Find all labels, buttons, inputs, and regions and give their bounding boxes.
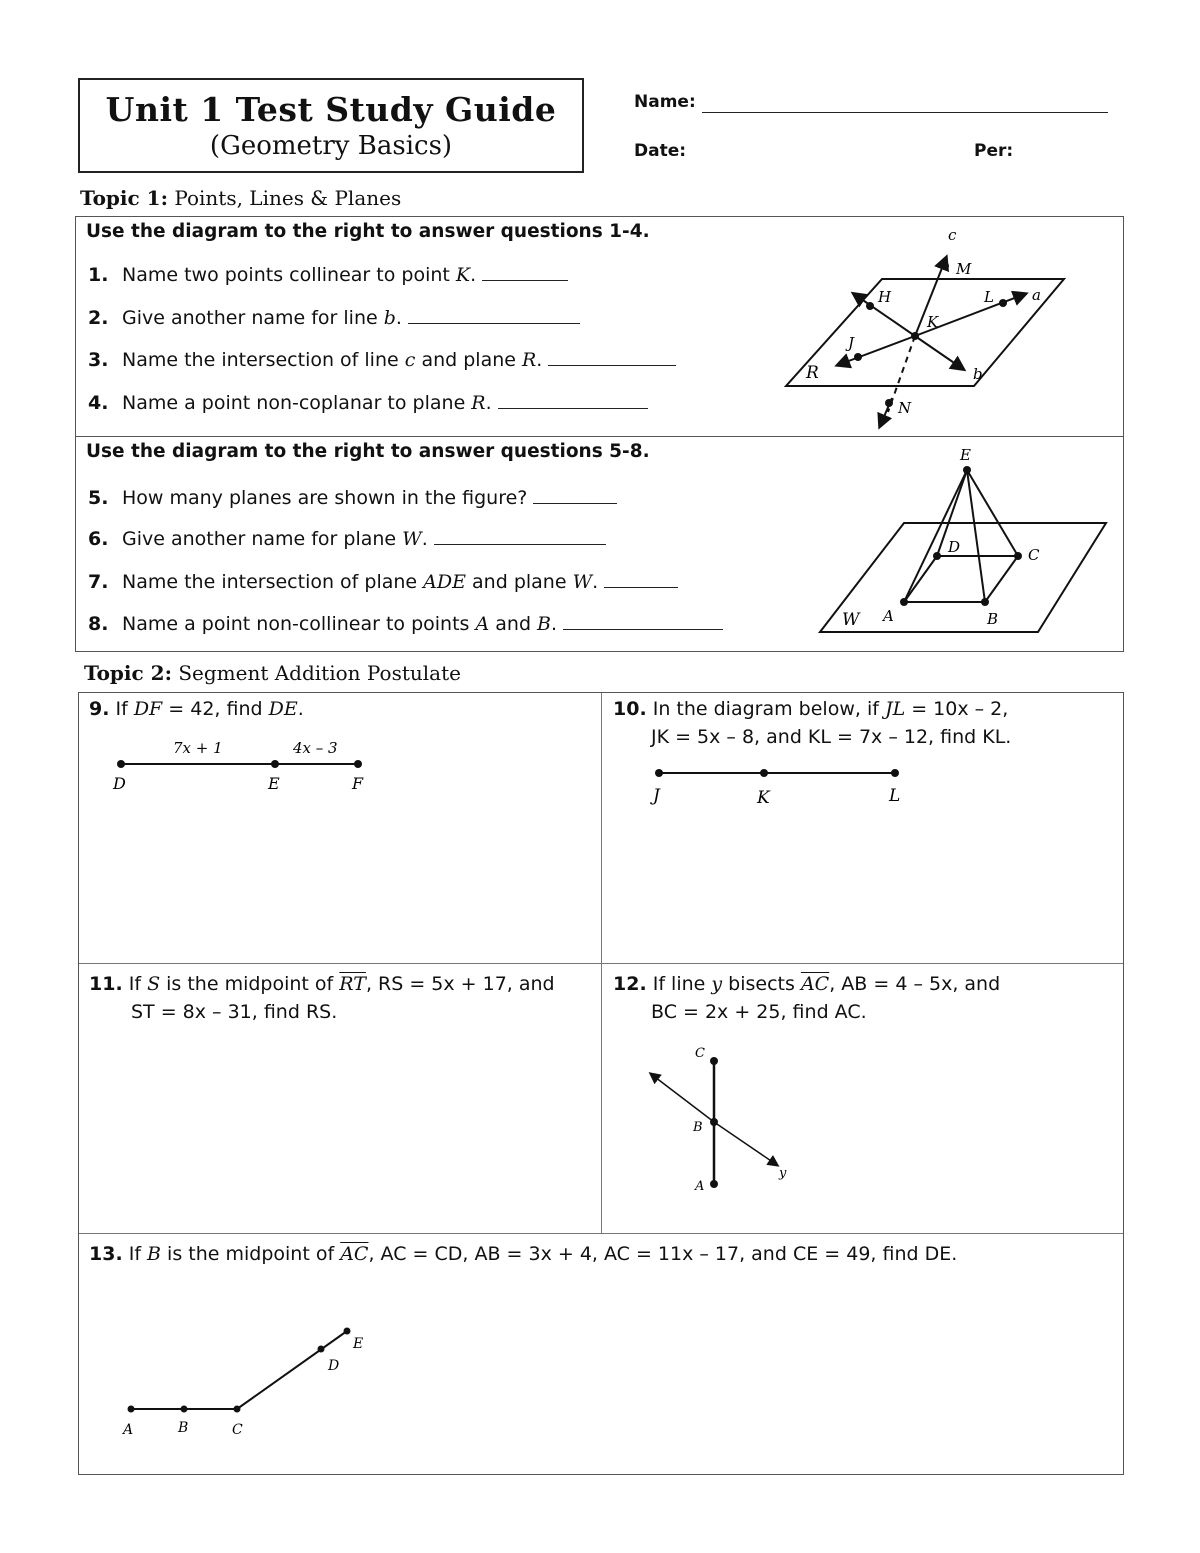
label-c: c	[948, 226, 957, 244]
title: Unit 1 Test Study Guide	[105, 90, 557, 129]
diagram-bisector	[639, 1041, 819, 1191]
topic1-heading	[80, 186, 401, 210]
question-4: 4. Name a point non-coplanar to plane R.	[88, 392, 648, 414]
answer-blank-1[interactable]	[482, 279, 568, 281]
question-7: 7. Name the intersection of plane ADE and plane W.	[88, 571, 678, 593]
point-h	[866, 302, 874, 310]
label-j: J	[653, 786, 660, 806]
point-j	[854, 353, 862, 361]
point-d	[318, 1346, 325, 1353]
grid-row-divider-1	[79, 963, 1123, 964]
label-c: C	[232, 1422, 243, 1438]
point-k	[760, 769, 768, 777]
name-field[interactable]	[702, 112, 1108, 113]
label-n: N	[898, 399, 912, 417]
diagram-plane-r	[770, 222, 1080, 432]
topic2-prefix: Topic 2:	[84, 661, 172, 685]
title-box	[78, 78, 584, 173]
topic1-title: Points, Lines & Planes	[174, 186, 402, 210]
topic2-title: Segment Addition Postulate	[178, 661, 461, 685]
label-seg2: 4x – 3	[293, 739, 338, 757]
answer-blank-6[interactable]	[434, 543, 606, 545]
subtitle: (Geometry Basics)	[209, 131, 453, 161]
label-seg1: 7x + 1	[173, 739, 223, 757]
label-r: R	[806, 363, 819, 383]
diagram-segment-def	[103, 731, 383, 801]
label-m: M	[956, 260, 972, 278]
question-6: 6. Give another name for plane W.	[88, 528, 606, 550]
label-e: E	[960, 446, 971, 464]
question-12: 12. If line y bisects $\overline{AC}$, AB = 4 – 5x, and BC = 2x + 25, find AC.	[613, 973, 1001, 1023]
topic2-heading	[84, 661, 461, 685]
answer-blank-7[interactable]	[604, 586, 678, 588]
point-l	[891, 769, 899, 777]
point-c	[1014, 552, 1022, 560]
label-y: y	[779, 1166, 787, 1181]
question-10: 10. In the diagram below, if JL = 10x – 2, JK = 5x – 8, and KL = 7x – 12, find KL.	[613, 698, 1012, 748]
point-e	[344, 1328, 351, 1335]
point-d	[933, 552, 941, 560]
point-a	[900, 598, 908, 606]
answer-blank-5[interactable]	[533, 502, 617, 504]
question-11: 11. If S is the midpoint of $\overline{RT}$, RS = 5x + 17, and ST = 8x – 31, find RS.	[89, 973, 555, 1023]
line-b-right	[915, 336, 963, 369]
answer-blank-3[interactable]	[548, 364, 676, 366]
point-b	[710, 1118, 718, 1126]
point-f	[354, 760, 362, 768]
point-c	[234, 1406, 241, 1413]
label-a: A	[123, 1422, 134, 1438]
point-l	[999, 299, 1007, 307]
date-label: Date:	[634, 141, 687, 161]
divider	[76, 436, 1123, 437]
point-d	[117, 760, 125, 768]
label-k: K	[757, 788, 770, 808]
label-b: b	[973, 365, 983, 383]
question-1: 1. Name two points collinear to point K.	[88, 264, 568, 286]
point-m	[941, 262, 949, 270]
label-a: a	[1032, 286, 1041, 304]
label-k: K	[927, 313, 939, 331]
label-h: H	[878, 288, 892, 306]
point-b	[181, 1406, 188, 1413]
point-a	[710, 1180, 718, 1188]
diagram-segment-jkl	[639, 761, 919, 811]
plane-w	[820, 523, 1106, 632]
label-l: L	[889, 786, 901, 806]
answer-blank-2[interactable]	[408, 322, 580, 324]
label-d: D	[948, 538, 961, 556]
label-c: C	[695, 1046, 705, 1061]
question-5: 5. How many planes are shown in the figure?	[88, 487, 617, 509]
label-d: D	[113, 774, 126, 793]
label-b: B	[178, 1420, 189, 1436]
label-b2: B	[987, 610, 999, 628]
label-d: D	[328, 1358, 340, 1374]
question-8: 8. Name a point non-collinear to points A and B.	[88, 613, 723, 635]
label-e: E	[353, 1336, 364, 1352]
question-3: 3. Name the intersection of line c and plane R.	[88, 349, 676, 371]
point-e	[271, 760, 279, 768]
topic2-grid	[78, 692, 1124, 1475]
per-label: Per:	[974, 141, 1014, 161]
question-13: 13. If B is the midpoint of $\overline{AC}$, AC = CD, AB = 3x + 4, AC = 11x – 17, and CE = 49, find DE.	[89, 1243, 958, 1265]
answer-blank-4[interactable]	[498, 407, 648, 409]
point-n	[885, 399, 893, 407]
point-b	[981, 598, 989, 606]
question-9: 9. If DF = 42, find DE.	[89, 698, 304, 720]
point-e	[963, 466, 971, 474]
label-f: F	[352, 774, 364, 793]
label-e: E	[268, 774, 280, 793]
label-c2: C	[1028, 546, 1040, 564]
label-b: B	[693, 1120, 703, 1135]
instruction-b: Use the diagram to the right to answer questions 5-8.	[86, 441, 650, 462]
label-l: L	[984, 288, 994, 306]
point-k	[911, 332, 919, 340]
point-a	[128, 1406, 135, 1413]
label-j: J	[848, 334, 855, 352]
topic1-prefix: Topic 1:	[80, 186, 168, 210]
name-label: Name:	[634, 92, 696, 112]
point-j	[655, 769, 663, 777]
diagram-segment-abcde	[109, 1318, 369, 1438]
answer-blank-8[interactable]	[563, 628, 723, 630]
label-w: W	[842, 610, 860, 630]
label-a2: A	[883, 607, 894, 625]
point-c	[710, 1057, 718, 1065]
grid-row-divider-2	[79, 1233, 1123, 1234]
diagram-pyramid	[810, 442, 1110, 637]
question-2: 2. Give another name for line b.	[88, 307, 580, 329]
label-a: A	[695, 1179, 705, 1191]
instruction-a: Use the diagram to the right to answer questions 1-4.	[86, 221, 650, 242]
